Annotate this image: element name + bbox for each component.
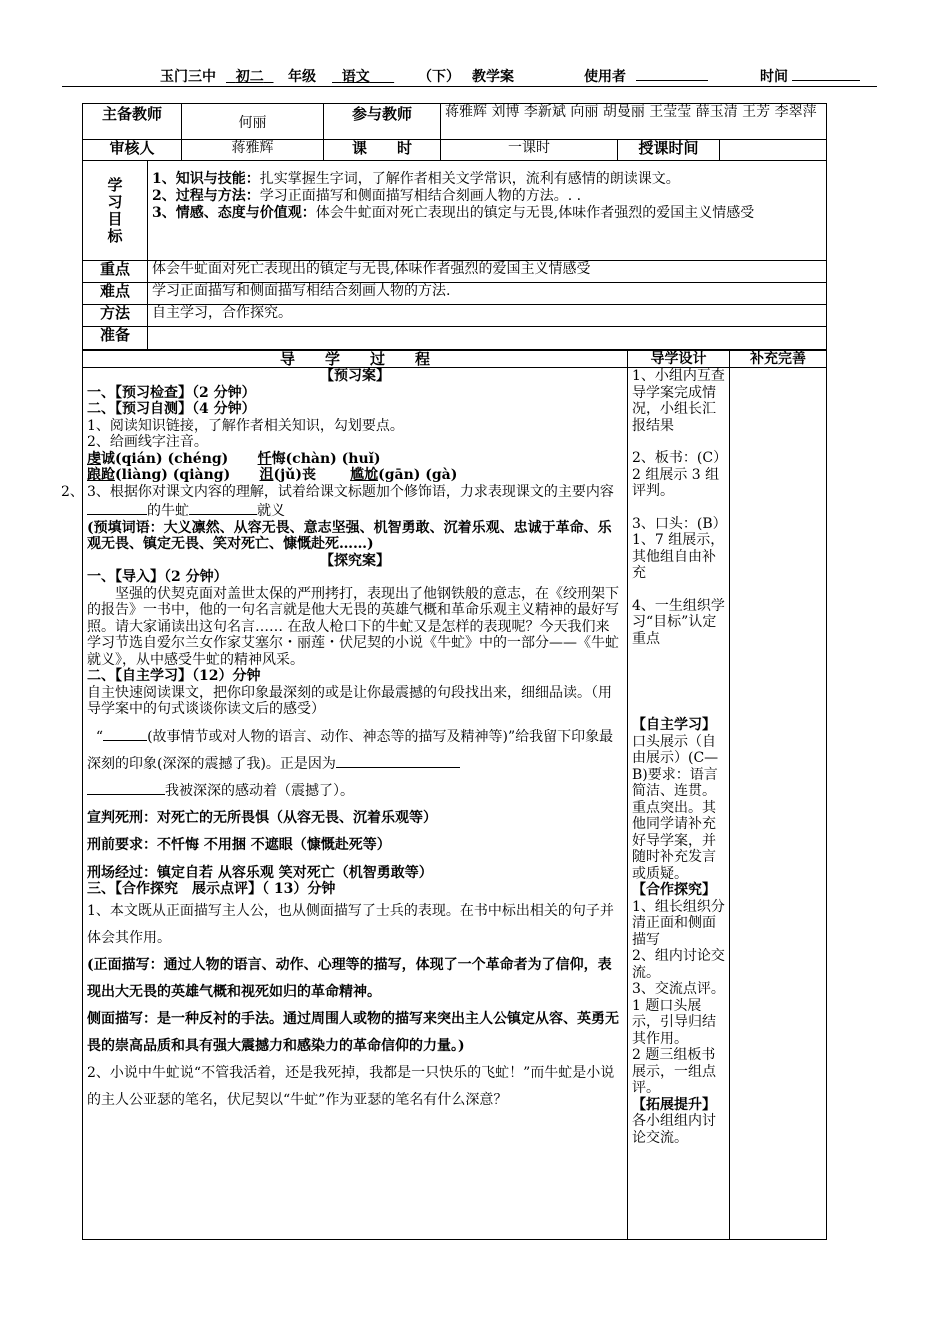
design-extend: 各小组组内讨论交流。 [632, 1113, 716, 1146]
design-coop-2: 2、组内讨论交流。 [632, 948, 725, 981]
supplement-content [730, 368, 827, 1240]
reviewer-value: 蒋雅辉 [182, 140, 324, 161]
design-3: 3、口头：(B）1、7 组展示，其他组自由补充 [632, 515, 725, 581]
design-coop-1: 1、组长组织分清正面和侧面描写 [632, 898, 725, 948]
main-teacher-value: 何丽 [182, 104, 324, 140]
design-extend-title: 【拓展提升】 [632, 1096, 716, 1113]
goal-emotion: 3、情感、态度与价值观：体会牛虻面对死亡表现出的镇定与无畏,体味作者强烈的爱国主义情感受 [152, 205, 755, 221]
design-self-study-title: 【自主学习】 [632, 717, 716, 733]
grade-value: 初二 [235, 69, 264, 85]
intro-heading: 一、【导入】（2 分钟） [87, 569, 228, 585]
task-pinyin: 2、给画线字注音。 [87, 434, 208, 450]
verdict-execution: 刑场经过：镇定自若 从容乐观 笑对死亡（机智勇敢等） [87, 864, 433, 881]
grade-suffix: 年级 [288, 69, 316, 85]
coop-heading: 三、【合作探究 展示点评】（ 13）分钟 [87, 881, 336, 897]
preview-check: 一、【预习检查】（2 分钟） [87, 384, 256, 401]
preview-test: 二、【预习自测】（4 分钟） [87, 401, 256, 417]
time-blank [792, 80, 860, 81]
process-content [61, 368, 628, 1240]
process-title: 导 学 过 程 [83, 351, 628, 368]
task-title: 2、 3、根据你对课文内容的理解，试着给课文标题加个修饰语，力求表现课文的主要内容 [61, 483, 614, 500]
sentence-pattern: “ (故事情节或对人物的语言、动作、神态等的描写及精神等)”给我留下印象最深刻的印象(深深的震撼了我)。正是因为 我被深深的感动着（震撼了）。 [87, 724, 623, 805]
user-blank [636, 80, 708, 81]
design-coop-title: 【合作探究】 [632, 882, 716, 898]
design-1: 1、小组内互查导学案完成情况，小组长汇报结果 [632, 368, 725, 434]
time-label: 时间 [760, 69, 788, 85]
co-teachers-label: 参与教师 [324, 104, 441, 140]
info-table [82, 103, 827, 350]
intro-text: 坚强的伏契克面对盖世太保的严刑拷打，表现出了他钢铁般的意志，在《绞刑架下的报告》一书中，他的一句名言就是他大无畏的英雄气概和革命乐观主义精神的最好写照。请大家诵读出这句名言…… 在敌人枪口下的牛虻又是怎样的表现呢？今天我们来学习节选自爱尔兰女作家艾塞尔・丽莲・伏尼契的小说《牛虻》中的一部分——《牛虻就义》，从中感受牛虻的精神风采。 [87, 585, 619, 668]
goal-knowledge: 1、知识与技能：扎实掌握生字词，了解作者相关文学常识，流利有感情的朗读课文。 [152, 171, 680, 187]
verdict-request: 刑前要求：不忏悔 不用捆 不遮眼（慷慨赴死等） [87, 836, 391, 853]
design-title: 导学设计 [628, 351, 730, 368]
method-label: 方法 [83, 305, 148, 327]
goals-label: 学 习 目 标 [83, 161, 148, 261]
hard-text: 学习正面描写和侧面描写相结合刻画人物的方法. [148, 283, 827, 305]
design-4: 4、一生组织学习“目标”认定重点 [632, 597, 725, 647]
supplement-title: 补充完善 [730, 351, 827, 368]
school-name: 玉门三中 [160, 69, 216, 85]
plan-label: 教学案 [472, 69, 514, 85]
pinyin-row-2: 踉跄(liàng) (qiàng) 沮(jǔ)丧 尴尬(gān) (gà) [87, 467, 458, 483]
hours-label: 课 时 [324, 140, 441, 161]
lesson-time-value [720, 140, 827, 161]
key-label: 重点 [83, 261, 148, 283]
verdict-death: 宣判死刑：对死亡的无所畏惧（从容无畏、沉着乐观等） [87, 809, 437, 826]
design-2: 2、板书：(C）2 组展示 3 组评判。 [632, 450, 721, 499]
co-teachers-value: 蒋雅辉 刘博 李新斌 向丽 胡曼丽 王莹莹 薛玉清 王芳 李翠萍 [441, 104, 827, 140]
page-header [62, 62, 877, 87]
hours-value: 一课时 [441, 140, 618, 161]
preview-title: 【预习案】 [320, 368, 390, 384]
method-text: 自主学习，合作探究。 [148, 305, 827, 327]
key-text: 体会牛虻面对死亡表现出的镇定与无畏,体味作者强烈的爱国主义情感受 [148, 261, 827, 283]
design-coop-5: 2 题三组板书展示，一组点评。 [632, 1047, 716, 1096]
explore-title: 【探究案】 [320, 552, 390, 569]
term-value: （下） [418, 69, 460, 85]
reviewer-label: 审核人 [83, 140, 182, 161]
user-label: 使用者 [584, 69, 626, 85]
design-self-study: 口头展示（自由展示）(C—B)要求：语言简洁、连贯。重点突出。其他同学请补充好导学案，并随时补充发言或质疑。 [632, 733, 719, 882]
title-fill: 的牛虻 就义 [87, 500, 623, 520]
task-read: 1、阅读知识链接，了解作者相关知识，勾划要点。 [87, 417, 404, 434]
self-study-heading: 二、【自主学习】（12）分钟 [87, 668, 261, 684]
self-study-text: 自主快速阅读课文，把你印象最深刻的或是让你最震撼的句段找出来，细细品读。（用导学案中的句式谈谈你读文后的感受） [87, 684, 612, 717]
coop-answer-side: 侧面描写：是一种反衬的手法。通过周围人或物的描写来突出主人公镇定从容、英勇无畏的崇高品质和具有强大震撼力和感染力的革命信仰的力量。) [87, 1010, 619, 1054]
prep-text [148, 327, 827, 350]
design-coop-3: 3、交流点评。 [632, 981, 725, 997]
main-teacher-label: 主备教师 [83, 104, 182, 140]
vocab-hint: (预填词语：大义凛然、从容无畏、意志坚强、机智勇敢、沉着乐观、忠诚于革命、乐观无畏、镇定无畏、笑对死亡、慷慨赴死……) [87, 519, 612, 552]
coop-question-2: 2、小说中牛虻说“不管我活着，还是我死掉，我都是一只快乐的飞虻！”而牛虻是小说的主人公亚瑟的笔名，伏尼契以“牛虻”作为亚瑟的笔名有什么深意？ [87, 1064, 615, 1108]
goal-process: 2、过程与方法：学习正面描写和侧面描写相结合刻画人物的方法。. . [152, 188, 582, 204]
prep-label: 准备 [83, 327, 148, 350]
lesson-time-label: 授课时间 [618, 140, 720, 161]
design-content [628, 368, 730, 1240]
goals-content [148, 161, 827, 261]
pinyin-row-1: 虔诚(qián) (chéng) 忏悔(chàn) (huǐ) [87, 450, 381, 467]
process-table [61, 350, 827, 1240]
subject-value: 语文 [341, 69, 370, 85]
hard-label: 难点 [83, 283, 148, 305]
coop-question-1: 1、本文既从正面描写主人公，也从侧面描写了士兵的表现。在书中标出相关的句子并体会其作用。 [87, 902, 614, 946]
coop-answer-front: (正面描写：通过人物的语言、动作、心理等的描写，体现了一个革命者为了信仰，表现出大无畏的英雄气概和视死如归的革命精神。 [87, 956, 612, 1000]
design-coop-4: 1 题口头展示，引导归结其作用。 [632, 997, 716, 1047]
